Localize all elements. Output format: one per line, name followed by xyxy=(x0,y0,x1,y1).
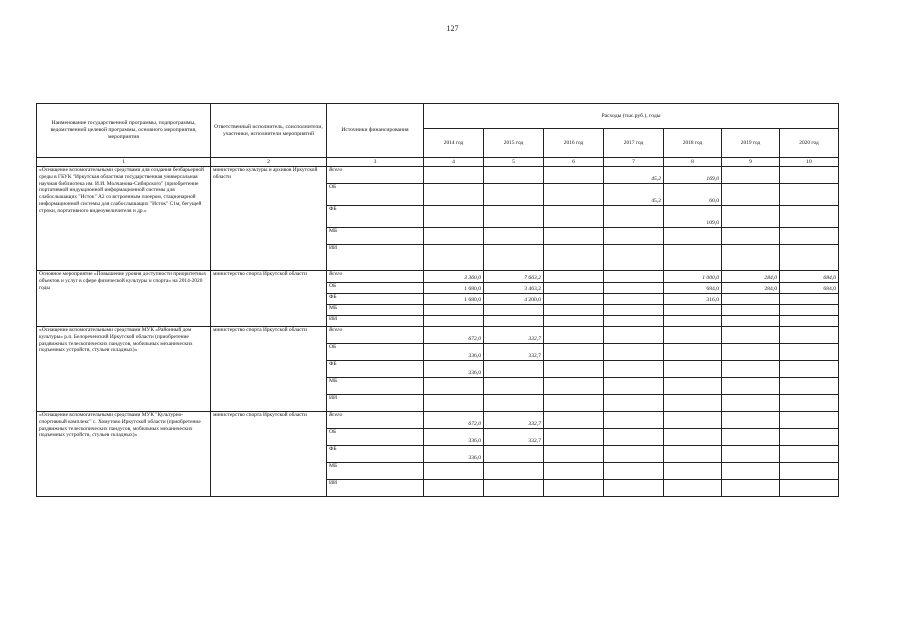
expense-value xyxy=(604,463,664,480)
expense-value xyxy=(484,378,544,395)
table-row xyxy=(37,412,839,429)
budget-table xyxy=(36,103,839,497)
expense-value xyxy=(604,283,664,294)
expense-value: 7 663,2 xyxy=(484,271,544,283)
expense-value xyxy=(722,316,780,327)
expense-value xyxy=(664,245,722,271)
expense-value xyxy=(780,184,839,206)
expense-value: 1 680,0 xyxy=(424,294,484,305)
expense-value xyxy=(722,446,780,463)
measure-executor: министерство культуры и архивов Иркутской области xyxy=(211,167,327,271)
funding-source: Всего xyxy=(327,412,424,429)
expense-value: 332,7 xyxy=(484,412,544,429)
expense-value xyxy=(780,412,839,429)
expense-value xyxy=(722,294,780,305)
header-expenses: Расходы (тыс.руб.), годы xyxy=(424,104,839,129)
funding-source: ОБ xyxy=(327,344,424,361)
expense-value xyxy=(664,361,722,378)
funding-source: Всего xyxy=(327,327,424,344)
header-source: Источники финансирования xyxy=(327,104,424,158)
funding-source: МБ xyxy=(327,305,424,316)
funding-source: ОБ xyxy=(327,283,424,294)
expense-value xyxy=(484,480,544,497)
expense-value xyxy=(604,294,664,305)
expense-value xyxy=(424,228,484,245)
header-year: 2018 год xyxy=(664,129,722,158)
expense-value xyxy=(664,316,722,327)
expense-value: 109,0 xyxy=(664,206,722,228)
expense-value xyxy=(722,305,780,316)
expense-value xyxy=(780,446,839,463)
expense-value xyxy=(664,463,722,480)
expense-value xyxy=(664,395,722,412)
expense-value xyxy=(722,184,780,206)
column-number: 6 xyxy=(544,158,604,167)
measure-executor: министерство спорта Иркутской области xyxy=(211,271,327,327)
expense-value: 672,0 xyxy=(424,412,484,429)
expense-value xyxy=(544,228,604,245)
expense-value xyxy=(780,378,839,395)
funding-source: ОБ xyxy=(327,184,424,206)
expense-value xyxy=(722,245,780,271)
expense-value xyxy=(722,327,780,344)
expense-value xyxy=(604,206,664,228)
header-year: 2017 год xyxy=(604,129,664,158)
expense-value xyxy=(722,412,780,429)
expense-value: 336,0 xyxy=(424,344,484,361)
expense-value xyxy=(544,463,604,480)
expense-value xyxy=(780,294,839,305)
expense-value xyxy=(780,206,839,228)
funding-source: ИИ xyxy=(327,480,424,497)
expense-value xyxy=(664,327,722,344)
expense-value xyxy=(544,429,604,446)
expense-value: 684,0 xyxy=(780,271,839,283)
expense-value xyxy=(424,480,484,497)
funding-source: Всего xyxy=(327,271,424,283)
funding-source: ИИ xyxy=(327,316,424,327)
expense-value xyxy=(544,361,604,378)
expense-value xyxy=(604,378,664,395)
expense-value xyxy=(722,480,780,497)
expense-value xyxy=(780,245,839,271)
expense-value xyxy=(604,412,664,429)
expense-value xyxy=(722,228,780,245)
expense-value xyxy=(424,395,484,412)
expense-value: 336,0 xyxy=(424,446,484,463)
expense-value xyxy=(484,184,544,206)
expense-value xyxy=(604,480,664,497)
measure-executor: министерство спорта Иркутской области xyxy=(211,327,327,412)
table-row xyxy=(37,271,839,283)
expense-value xyxy=(544,305,604,316)
expense-value xyxy=(424,184,484,206)
expense-value xyxy=(544,327,604,344)
column-number: 10 xyxy=(780,158,839,167)
header-year: 2020 год xyxy=(780,129,839,158)
funding-source: ИИ xyxy=(327,395,424,412)
expense-value: 4 200,0 xyxy=(484,294,544,305)
expense-value xyxy=(484,245,544,271)
expense-value xyxy=(484,395,544,412)
expense-value xyxy=(664,446,722,463)
expense-value xyxy=(664,305,722,316)
expense-value xyxy=(544,206,604,228)
expense-value xyxy=(424,305,484,316)
expense-value: 332,7 xyxy=(484,327,544,344)
expense-value xyxy=(544,184,604,206)
expense-value xyxy=(722,206,780,228)
expense-value: 336,0 xyxy=(424,429,484,446)
expense-value: 45,2 xyxy=(604,167,664,184)
expense-value xyxy=(722,463,780,480)
header-year: 2019 год xyxy=(722,129,780,158)
funding-source: МБ xyxy=(327,378,424,395)
expense-value xyxy=(722,361,780,378)
header-year: 2015 год xyxy=(484,129,544,158)
expense-value xyxy=(604,446,664,463)
expense-value xyxy=(604,344,664,361)
column-number: 5 xyxy=(484,158,544,167)
measure-description: Основное мероприятие «Повышение уровня доступности приоритетных объектов и услуг в сфере физической культуры и спорта» на 2014-2020 годы xyxy=(37,271,211,327)
expense-value xyxy=(484,167,544,184)
expense-value xyxy=(780,316,839,327)
expense-value xyxy=(722,429,780,446)
expense-value: 336,0 xyxy=(424,361,484,378)
expense-value xyxy=(604,316,664,327)
expense-value xyxy=(722,167,780,184)
expense-value: 684,0 xyxy=(664,283,722,294)
expense-value xyxy=(544,283,604,294)
funding-source: ФБ xyxy=(327,361,424,378)
expense-value xyxy=(604,245,664,271)
funding-source: Всего xyxy=(327,167,424,184)
expense-value: 672,0 xyxy=(424,327,484,344)
expense-value xyxy=(780,361,839,378)
column-number: 8 xyxy=(664,158,722,167)
expense-value xyxy=(780,327,839,344)
expense-value xyxy=(484,446,544,463)
expense-value xyxy=(722,378,780,395)
funding-source: МБ xyxy=(327,228,424,245)
expense-value xyxy=(664,480,722,497)
expense-value xyxy=(780,395,839,412)
expense-value xyxy=(664,344,722,361)
expense-value xyxy=(780,228,839,245)
expense-value xyxy=(604,228,664,245)
expense-value: 1 000,0 xyxy=(664,271,722,283)
expense-value xyxy=(604,271,664,283)
expense-value xyxy=(544,316,604,327)
expense-value xyxy=(424,463,484,480)
measure-executor: министерство спорта Иркутской области xyxy=(211,412,327,497)
measure-description: «Оснащение вспомогательными средствами МУК "Культурно-спортивный комплекс" с. Хомутово Иркутской области (приобретение раздвижных телескопических пандусов, мобильных механических подъемных устройств, стульев складных)» xyxy=(37,412,211,497)
expense-value: 3 463,2 xyxy=(484,283,544,294)
header-year: 2016 год xyxy=(544,129,604,158)
expense-value xyxy=(484,228,544,245)
funding-source: ФБ xyxy=(327,294,424,305)
expense-value xyxy=(604,327,664,344)
expense-value xyxy=(664,429,722,446)
expense-value xyxy=(484,463,544,480)
expense-value xyxy=(604,429,664,446)
header-program: Наименование государственной программы, подпрограммы, ведомственной целевой программы, основного мероприятия, мероприятия xyxy=(37,104,211,158)
page-number: 127 xyxy=(446,24,459,33)
expense-value xyxy=(424,245,484,271)
expense-value: 3 360,0 xyxy=(424,271,484,283)
table-row xyxy=(37,167,839,184)
expense-value xyxy=(664,412,722,429)
expense-value xyxy=(780,429,839,446)
expense-value xyxy=(424,167,484,184)
measure-description: «Оснащение вспомогательными средствами МУК «Районный дом культуры» р.п. Белореченский Иркутской области (приобретение раздвижных телескопических пандусов, мобильных механических подъемных устройств, стульев складных)» xyxy=(37,327,211,412)
funding-source: ИИ xyxy=(327,245,424,271)
expense-value xyxy=(484,316,544,327)
expense-value xyxy=(722,344,780,361)
expense-value xyxy=(424,378,484,395)
expense-value xyxy=(604,395,664,412)
expense-value: 284,0 xyxy=(722,271,780,283)
column-number: 1 xyxy=(37,158,211,167)
funding-source: ФБ xyxy=(327,206,424,228)
header-executor: Ответственный исполнитель, соисполнители, участники, исполнители мероприятий xyxy=(211,104,327,158)
expense-value: 332,7 xyxy=(484,344,544,361)
column-number: 9 xyxy=(722,158,780,167)
funding-source: ОБ xyxy=(327,429,424,446)
expense-value xyxy=(544,446,604,463)
expense-value xyxy=(544,167,604,184)
expense-value xyxy=(780,480,839,497)
expense-value xyxy=(604,361,664,378)
expense-value xyxy=(664,228,722,245)
expense-value xyxy=(424,206,484,228)
expense-value xyxy=(424,316,484,327)
expense-value xyxy=(780,344,839,361)
expense-value xyxy=(544,245,604,271)
expense-value xyxy=(484,361,544,378)
expense-value xyxy=(544,395,604,412)
expense-value: 1 680,0 xyxy=(424,283,484,294)
expense-value xyxy=(544,294,604,305)
expense-value: 332,7 xyxy=(484,429,544,446)
column-number: 4 xyxy=(424,158,484,167)
expense-value: 684,0 xyxy=(780,283,839,294)
column-number: 7 xyxy=(604,158,664,167)
funding-source: МБ xyxy=(327,463,424,480)
expense-value: 284,0 xyxy=(722,283,780,294)
measure-description: «Оснащение вспомогательными средствами для создания безбарьерной среды в ГБУК "Иркутская областная государственная универсальная научная библиотека им. И.И. Молчанова-Сибирского" (приобретение портативной индукционной информационной системы для слабослышащих "Исток" А2 со встроенным плеером, стационарной информационной системы для слабослышащих "Исток" С1м, бегущей строки, портативного видеоувеличителя и др.» xyxy=(37,167,211,271)
expense-value xyxy=(484,305,544,316)
expense-value xyxy=(544,480,604,497)
expense-value xyxy=(544,412,604,429)
expense-value xyxy=(544,271,604,283)
expense-value: 60,0 xyxy=(664,184,722,206)
expense-value xyxy=(780,305,839,316)
expense-value xyxy=(780,167,839,184)
expense-value xyxy=(604,305,664,316)
column-number: 3 xyxy=(327,158,424,167)
funding-source: ФБ xyxy=(327,446,424,463)
expense-value xyxy=(484,206,544,228)
expense-value: 45,2 xyxy=(604,184,664,206)
column-number: 2 xyxy=(211,158,327,167)
expense-value xyxy=(544,344,604,361)
expense-value xyxy=(780,463,839,480)
expense-value xyxy=(722,395,780,412)
expense-value: 169,0 xyxy=(664,167,722,184)
expense-value xyxy=(664,378,722,395)
expense-value xyxy=(544,378,604,395)
header-year: 2014 год xyxy=(424,129,484,158)
table-row xyxy=(37,327,839,344)
expense-value: 316,0 xyxy=(664,294,722,305)
